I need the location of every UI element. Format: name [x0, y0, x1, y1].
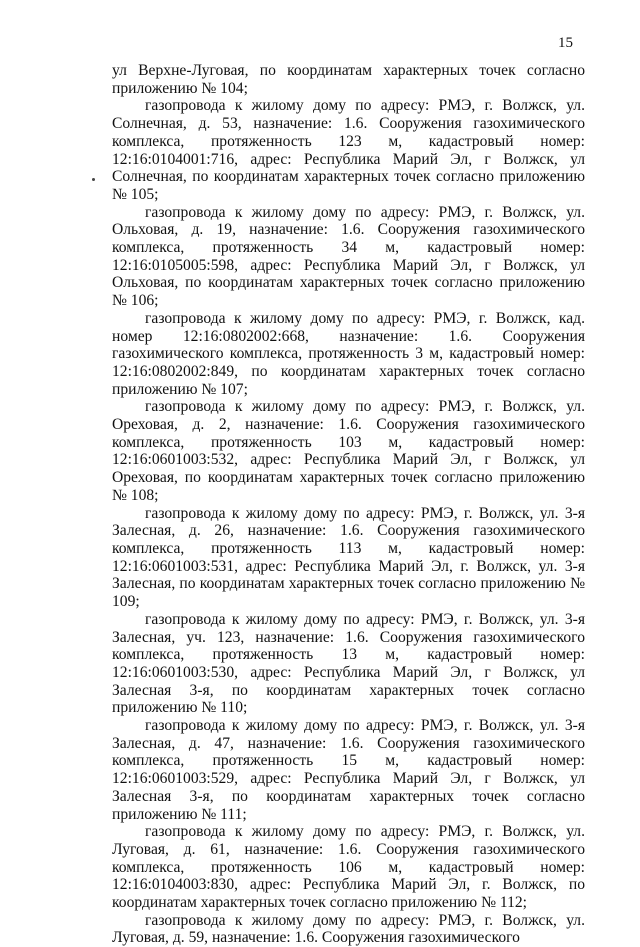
- paragraph-item-112: газопровода к жилому дому по адресу: РМЭ, г. Волжск, ул. Луговая, д. 61, назначение: 1.6. Сооружения газохимического комплекса, протяженность 106 м, кадастровый номер: 12:16:0104003:830, адрес: Республика Марий Эл, г. Волжск, по координатам характерных точек согласно приложению № 112;: [112, 823, 585, 912]
- paragraph-item-113-partial: газопровода к жилому дому по адресу: РМЭ, г. Волжск, ул. Луговая, д. 59, назначение: 1.6. Сооружения газохимического: [112, 911, 585, 947]
- paragraph-item-108: газопровода к жилому дому по адресу: РМЭ, г. Волжск, ул. Ореховая, д. 2, назначение: 1.6. Сооружения газохимического комплекса, протяженность 103 м, кадастровый номер: 12:16:0601003:532, адрес: Республика Марий Эл, г Волжск, ул Ореховая, по координатам характерных точек согласно приложению № 108;: [112, 398, 585, 504]
- paragraph-item-110: газопровода к жилому дому по адресу: РМЭ, г. Волжск, ул. 3-я Залесная, уч. 123, назначение: 1.6. Сооружения газохимического комплекса, протяженность 13 м, кадастровый номер: 12:16:0601003:530, адрес: Республика Марий Эл, г Волжск, ул Залесная 3-я, по координатам характерных точек согласно приложению № 110;: [112, 610, 585, 717]
- paragraph-item-105: газопровода к жилому дому по адресу: РМЭ, г. Волжск, ул. Солнечная, д. 53, назначение: 1.6. Сооружения газохимического комплекса, протяженность 123 м, кадастровый номер: 12:16:0104001:716, адрес: Республика Марий Эл, г Волжск, ул Солнечная, по координатам характерных точек согласно приложению № 105;: [112, 97, 585, 203]
- paragraph-item-109: газопровода к жилому дому по адресу: РМЭ, г. Волжск, ул. 3-я Залесная, д. 26, назначение: 1.6. Сооружения газохимического комплекса, протяженность 113 м, кадастровый номер: 12:16:0601003:531, адрес: Республика Марий Эл, г. Волжск, ул. 3-я Залесная, по координатам характерных точек согласно приложению № 109;: [112, 504, 585, 611]
- margin-mark: [92, 178, 95, 181]
- paragraph-item-107: газопровода к жилому дому по адресу: РМЭ, г. Волжск, кад. номер 12:16:0802002:668, назначение: 1.6. Сооружения газохимического комплекса, протяженность 3 м, кадастровый номер: 12:16:0802002:849, по координатам характерных точек согласно приложению № 107;: [112, 309, 585, 398]
- document-body: [112, 62, 585, 947]
- paragraph-continuation: ул Верхне-Луговая, по координатам характерных точек согласно приложению № 104;: [112, 62, 585, 97]
- page-number: 15: [558, 35, 573, 51]
- paragraph-item-106: газопровода к жилому дому по адресу: РМЭ, г. Волжск, ул. Ольховая, д. 19, назначение: 1.6. Сооружения газохимического комплекса, протяженность 34 м, кадастровый номер: 12:16:0105005:598, адрес: Республика Марий Эл, г Волжск, ул Ольховая, по координатам характерных точек согласно приложению № 106;: [112, 203, 585, 310]
- paragraph-item-111: газопровода к жилому дому по адресу: РМЭ, г. Волжск, ул. 3-я Залесная, д. 47, назначение: 1.6. Сооружения газохимического комплекса, протяженность 15 м, кадастровый номер: 12:16:0601003:529, адрес: Республика Марий Эл, г Волжск, ул Залесная 3-я, по координатам характерных точек согласно приложению № 111;: [112, 717, 585, 823]
